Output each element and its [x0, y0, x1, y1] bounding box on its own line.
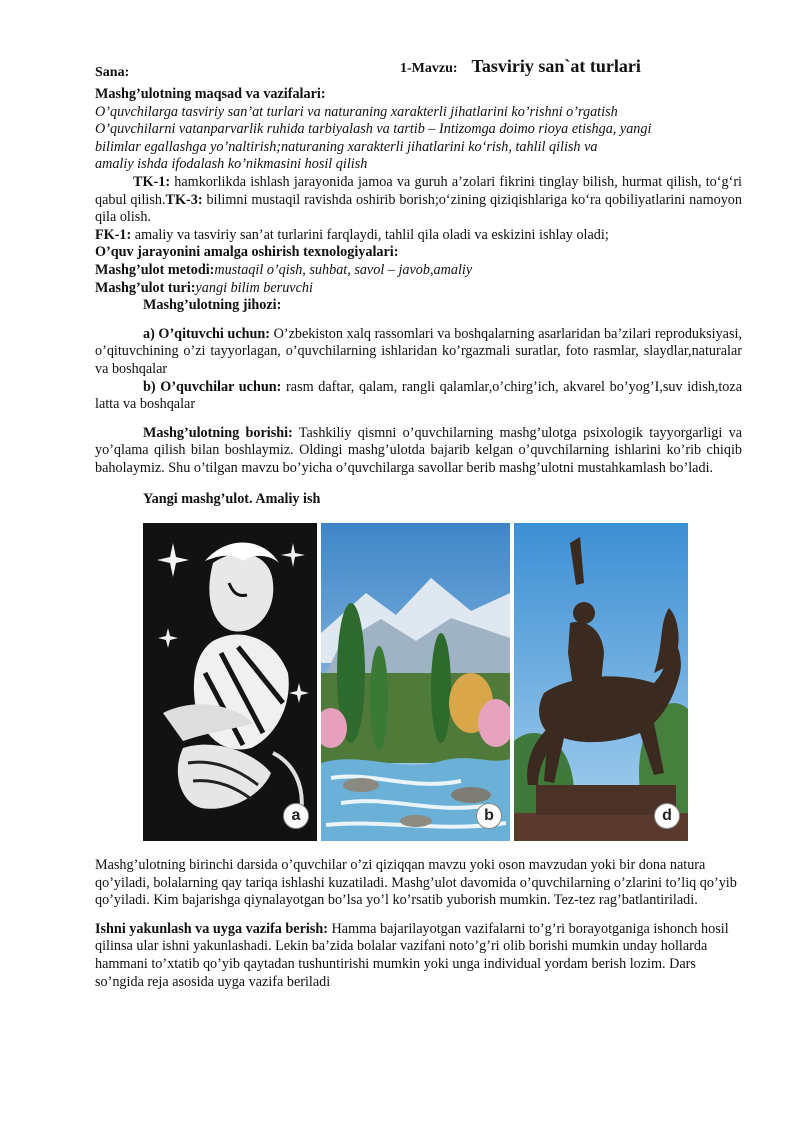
tk1-label: TK-1: — [133, 173, 171, 190]
teacher-text: O’zbekiston xalq rassomlari va boshqalarning asarlaridan ba’zilari reproduksiyasi, o’qituvchining o’zi tayyorlagan, o’quvchilarning ishlaridan ko’rgazmali suratlar, foto rasmlar, slaydlar,naturalar va boshqalar — [95, 325, 742, 377]
type-value: yangi bilim beruvchi — [195, 279, 313, 296]
method-label: Mashg’ulot metodi: — [95, 261, 215, 278]
image-b-landscape — [321, 523, 510, 841]
goals-heading: Mashg’ulotning maqsad va vazifalari: — [95, 86, 326, 102]
image-a-mythic-figure — [143, 523, 317, 841]
type-label: Mashg’ulot turi: — [95, 279, 196, 296]
fk1-text: amaliy va tasviriy san’at turlarini farqlaydi, tahlil qila oladi va eskizini ishlay oladi; — [131, 226, 609, 243]
goals-line-1: O’quvchilarga tasviriy san’at turlari va naturaning xarakterli jihatlarini ko’rishni o’rgatish — [95, 103, 618, 120]
students-label: b) O’quvchilar uchun: — [143, 378, 282, 395]
conclusion-text: Hamma bajarilayotgan vazifalarni to’g’ri borayotganiga ishonch hosil qilinsa ular ishni yakunlashadi. Lekin ba’zida bolalar vazifani noto’g’ri olib borishi mumkin unday hollarda hammani to’xtatib qo’yib qaytadan tushuntirishi mumkin yoki unga individual yordam berish lozim. Dars so’ngida reja asosida uyga vazifa beriladi — [95, 920, 729, 990]
tk3-text: bilimni mustaqil ravishda oshirib borish;o‘zining qiziqishlariga ko‘ra qobiliyatlarini namoyon qila olish. — [95, 191, 742, 226]
header-line — [95, 58, 742, 86]
document-page — [95, 58, 742, 991]
students-text: rasm daftar, qalam, rangli qalamlar,o’chirg’ich, akvarel bo’yog’I,suv idish,toza latta va boshqalar — [95, 378, 742, 413]
competency-fk — [95, 227, 742, 245]
tk3-label: TK-3: — [165, 191, 203, 208]
fk1-label: FK-1: — [95, 226, 132, 243]
illustrations — [143, 523, 688, 841]
badge-d: d — [654, 803, 680, 829]
topic-title: Tasviriy san`at turlari — [471, 56, 641, 76]
badge-a: a — [283, 803, 309, 829]
topic-heading — [400, 58, 641, 78]
goals-line-3: bilimlar egallashga yo’naltirish;naturaning xarakterli jihatlarini ko‘rish, tahlil qilish va — [95, 138, 598, 155]
goals-line-4: amaliy ishda ifodalash ko’nikmasini hosil qilish — [95, 156, 368, 173]
equipment-students — [95, 379, 742, 414]
practice-paragraph: Mashg’ulotning birinchi darsida o’quvchilar o’zi qiziqqan mavzu yoki oson mavzudan yoki bir dona natura qo’yiladi, bolalarning qay tariqa ishlashi kuzatiladi. Mashg’ulot davomida o’quvchilarning o’zlarini to’liq qo’yib qo’yiladi. Kim bajarishga qiynalayotgan bo’lsa yo’l ko’rsatib yuborish mumkin. Tez-tez rag’batlantiriladi. — [95, 857, 737, 909]
lesson-process — [95, 425, 742, 478]
process-text: Tashkiliy qismni o’quvchilarning mashg’ulotga psixologik tayyorgarligi va yo’qlama qilish bilan boshlaymiz. Oldingi mashg’ulotda bajarib kelgan o’quvchilarning ishlarini ko’rib chiqib baholaymiz. Shu o’tilgan mavzu bo’yicha o’quvchilarga savollar berib mashg’ulotni mustahkamlash bo’ladi. — [95, 424, 742, 476]
tech-heading: O’quv jarayonini amalga oshirish texnologiyalari: — [95, 244, 399, 261]
new-lesson-heading: Yangi mashg’ulot. Amaliy ish — [143, 491, 321, 508]
method-value: mustaqil o’qish, suhbat, savol – javob,amaliy — [214, 261, 473, 278]
tk1-text: hamkorlikda ishlash jarayonida jamoa va guruh a’zolari fikrini tinglay bilish, hurmat qilish, to‘g‘ri qabul qilish. — [95, 173, 742, 208]
equipment-teacher — [95, 326, 742, 379]
process-label: Mashg’ulotning borishi: — [143, 424, 293, 441]
goals-line-2: O’quvchilarni vatanparvarlik ruhida tarbiyalash va tartib – Intizomga doimo rioya etishga, yangi — [95, 121, 652, 138]
equipment-heading: Mashg’ulotning jihozi: — [143, 297, 282, 314]
conclusion-label: Ishni yakunlash va uyga vazifa berish: — [95, 920, 328, 937]
conclusion-paragraph — [95, 921, 742, 991]
competency-tk — [95, 174, 742, 227]
image-d-equestrian-statue — [514, 523, 688, 841]
date-label: Sana: — [95, 65, 130, 80]
topic-number: 1-Mavzu: — [400, 61, 458, 76]
teacher-label: a) O’qituvchi uchun: — [143, 325, 271, 342]
method-line — [95, 262, 742, 280]
type-line — [95, 280, 742, 298]
badge-b: b — [476, 803, 502, 829]
